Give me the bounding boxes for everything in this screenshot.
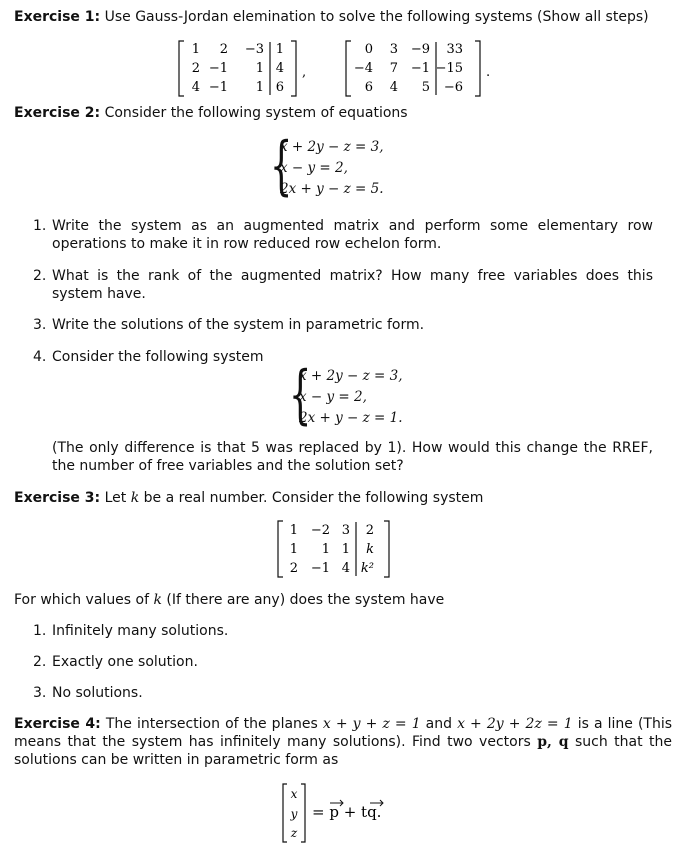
exercise-3-statement [14,489,672,507]
vectors-p-q: p, q [537,734,569,750]
matrix-entry: 0 [364,42,373,57]
exercise-3-label: Exercise 3: [14,490,101,506]
matrix-entry: 1 [255,80,264,95]
matrix-entry: 4 [275,61,284,76]
plane-1-equation: x + y + z = 1 [322,716,421,732]
matrix-entry: 6 [364,80,373,95]
exercise-3-text-a: Let [104,490,131,506]
matrix-entry: 1 [321,542,330,557]
vector-entry-z: z [290,826,298,840]
matrix-entry: −2 [310,523,330,538]
matrix-entry: −9 [410,42,430,57]
item-text: No solutions. [52,685,143,701]
exercise-1-label: Exercise 1: [14,9,101,25]
exercise-2-label: Exercise 2: [14,105,101,121]
matrix-2-entries [354,42,463,95]
equation-3: 2x + y − z = 1. [299,410,403,426]
matrix-entry: 2 [289,561,298,576]
equation-1: x + 2y − z = 3, [280,139,384,155]
system-of-equations-2 [289,358,419,432]
exercise-4-text-d: such that the solutions can be written in parametric form as [14,734,673,768]
matrix-entry: 1 [191,42,200,57]
item-text: Infinitely many solutions. [52,623,229,639]
exercise-4-text-b: and [420,716,458,732]
matrix-entry: 4 [191,80,200,95]
equation-3: 2x + y − z = 5. [280,181,384,197]
exercise-4-label: Exercise 4: [14,716,101,732]
matrix-entry: 5 [421,80,430,95]
item-text: Exactly one solution. [52,654,198,670]
matrix-entry: −1 [208,80,228,95]
matrix-entry: 2 [219,42,228,57]
left-brace: { [270,129,293,203]
item-number: 4. [33,349,47,365]
equation-1: x + 2y − z = 3, [299,368,403,384]
matrix-entry: 4 [341,561,350,576]
equation-2: x − y = 2, [280,160,348,176]
matrix-entry: −15 [435,61,463,76]
matrix-entry: −1 [208,61,228,76]
exercise-4-text-c: is a line (This means that the system has infinitely many solutions). Find two vectors [14,716,673,750]
matrix-entry: −1 [310,561,330,576]
matrix-entry: −3 [244,42,264,57]
vector-entry-y: y [290,807,298,821]
question-text-b: (If there are any) does the system have [161,592,445,608]
exercise-3-text-b: be a real number. Consider the following system [139,490,484,506]
exercise-4-text-a: The intersection of the planes [105,716,323,732]
matrix-entry: 1 [341,542,350,557]
matrix-entry: 1 [255,61,264,76]
matrix-entry: 4 [389,80,398,95]
matrix-entry: 3 [341,523,350,538]
matrix-entry: −4 [353,61,373,76]
exercise-1-matrices [0,0,686,100]
matrix-2-period: . [486,65,491,80]
item-number: 3. [33,685,47,701]
matrix-entry: 33 [446,42,463,57]
parametric-rhs: = p + tq. [312,803,382,821]
exercise-3-question [14,591,672,609]
matrix-3-entries [290,523,374,576]
matrix-entry: 2 [191,61,200,76]
variable-k: k [130,490,140,506]
matrix-entry: −6 [443,80,463,95]
item-text: Write the solutions of the system in parametric form. [52,317,425,333]
parametric-equation [0,780,686,844]
item-number: 2. [33,268,47,284]
vector-entry-x: x [290,787,298,801]
question-text-a: For which values of [14,592,154,608]
matrix-entry: 1 [289,542,298,557]
item-text: Write the system as an augmented matrix and perform some elementary row operations to make it in row reduced row echelon form. [52,218,653,252]
left-brace: { [289,358,312,432]
matrix-entry: 1 [275,42,284,57]
matrix-entry: 7 [389,61,398,76]
item-number: 2. [33,654,47,670]
plane-2-equation: x + 2y + 2z = 1 [457,716,573,732]
item-number: 3. [33,317,47,333]
exercise-3-matrix [0,515,686,580]
exercise-1-text: Use Gauss-Jordan elemination to solve the following systems (Show all steps) [104,9,649,25]
exercise-4-statement [14,715,672,769]
matrix-1-comma: , [302,65,307,80]
exercise-2-statement [14,104,672,122]
item-number: 1. [33,218,47,234]
matrix-entry: 2 [365,523,374,538]
item-text: What is the rank of the augmented matrix? How many free variables does this system have. [52,268,653,302]
matrix-entry: −1 [410,61,430,76]
variable-k: k [153,592,162,608]
exercise-2-text: Consider the following system of equations [104,105,408,121]
item-number: 1. [33,623,47,639]
matrix-entry: 1 [289,523,298,538]
exercise-2-note: (The only difference is that 5 was replaced by 1). How would this change the RREF, the number of free variables and the solution set? [52,440,653,474]
matrix-entry: k² [360,561,374,576]
matrix-entry: 6 [275,80,284,95]
equation-2: x − y = 2, [299,389,367,405]
system-of-equations-1 [270,129,400,203]
item-text: Consider the following system [52,349,264,365]
matrix-entry: 3 [389,42,398,57]
matrix-entry: k [366,542,374,557]
